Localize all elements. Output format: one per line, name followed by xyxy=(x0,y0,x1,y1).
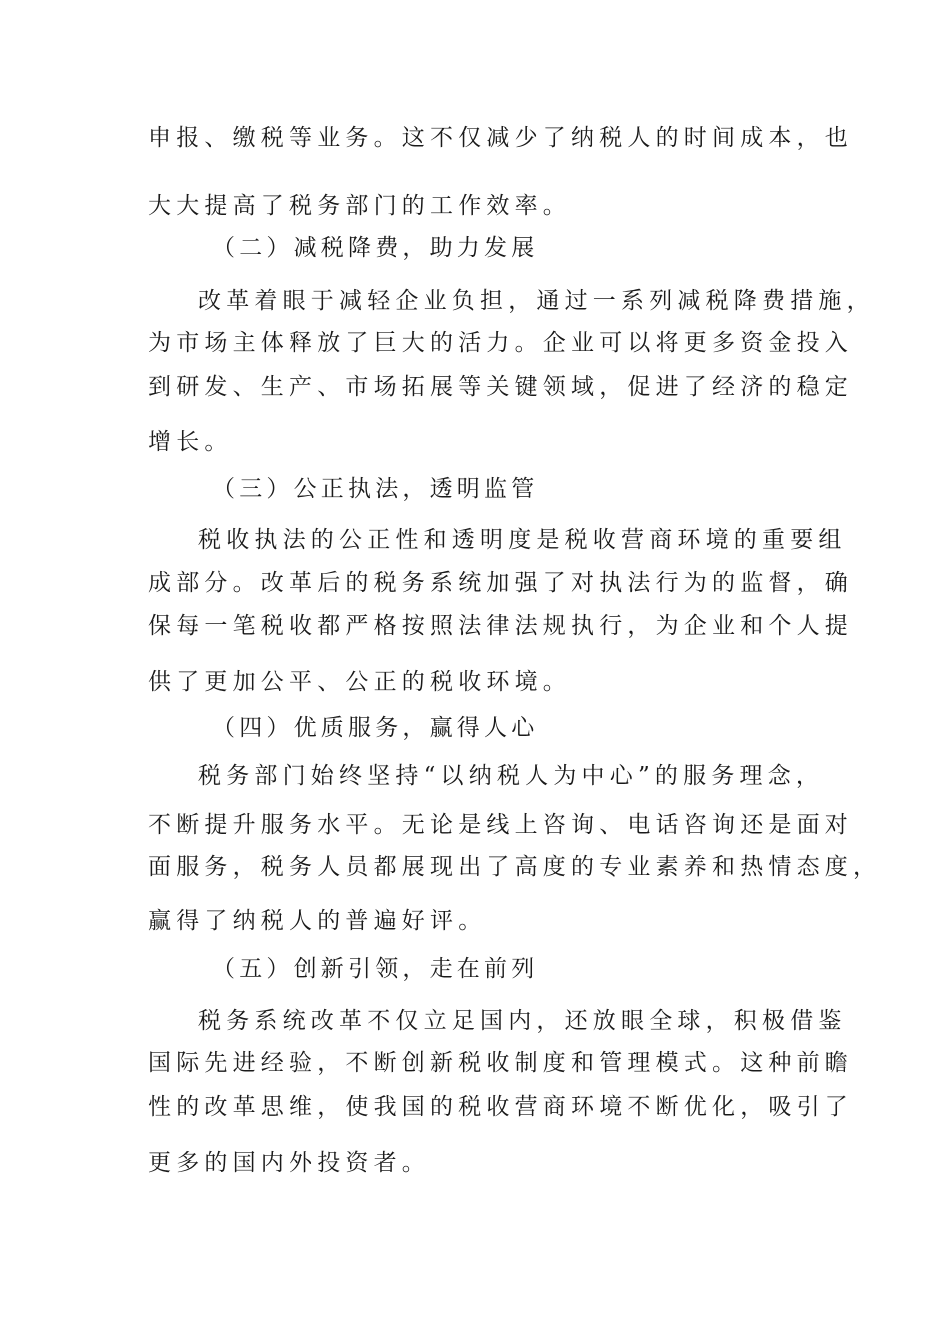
paragraph-line: 到研发、生产、市场拓展等关键领域，促进了经济的稳定 xyxy=(148,374,853,400)
paragraph-line: 大大提高了税务部门的工作效率。 xyxy=(148,193,571,219)
section-heading: （五）创新引领，走在前列 xyxy=(212,956,539,982)
paragraph-line: 供了更加公平、公正的税收环境。 xyxy=(148,669,571,695)
paragraph-line: 国际先进经验，不断创新税收制度和管理模式。这种前瞻 xyxy=(148,1050,853,1076)
paragraph-line: 赢得了纳税人的普遍好评。 xyxy=(148,908,487,934)
paragraph-line: 增长。 xyxy=(148,429,233,455)
paragraph-line: 保每一笔税收都严格按照法律法规执行，为企业和个人提 xyxy=(148,613,853,639)
paragraph-line: 改革着眼于减轻企业负担，通过一系列减税降费措施， xyxy=(198,288,875,314)
paragraph-line: 面服务，税务人员都展现出了高度的专业素养和热情态度， xyxy=(148,854,882,880)
section-heading: （三）公正执法，透明监管 xyxy=(212,476,539,502)
section-heading: （四）优质服务，赢得人心 xyxy=(212,715,539,741)
section-heading: （二）减税降费，助力发展 xyxy=(212,235,539,261)
paragraph-line: 不断提升服务水平。无论是线上咨询、电话咨询还是面对 xyxy=(148,812,853,838)
paragraph-line: 更多的国内外投资者。 xyxy=(148,1150,430,1176)
paragraph-line: 税收执法的公正性和透明度是税收营商环境的重要组 xyxy=(198,527,847,553)
paragraph-line: 性的改革思维，使我国的税收营商环境不断优化，吸引了 xyxy=(148,1094,853,1120)
paragraph-line: 为市场主体释放了巨大的活力。企业可以将更多资金投入 xyxy=(148,330,853,356)
paragraph-line: 税务部门始终坚持“以纳税人为中心”的服务理念， xyxy=(198,763,825,789)
paragraph-line: 申报、缴税等业务。这不仅减少了纳税人的时间成本，也 xyxy=(148,125,853,151)
paragraph-line: 税务系统改革不仅立足国内，还放眼全球，积极借鉴 xyxy=(198,1008,847,1034)
paragraph-line: 成部分。改革后的税务系统加强了对执法行为的监督，确 xyxy=(148,570,853,596)
